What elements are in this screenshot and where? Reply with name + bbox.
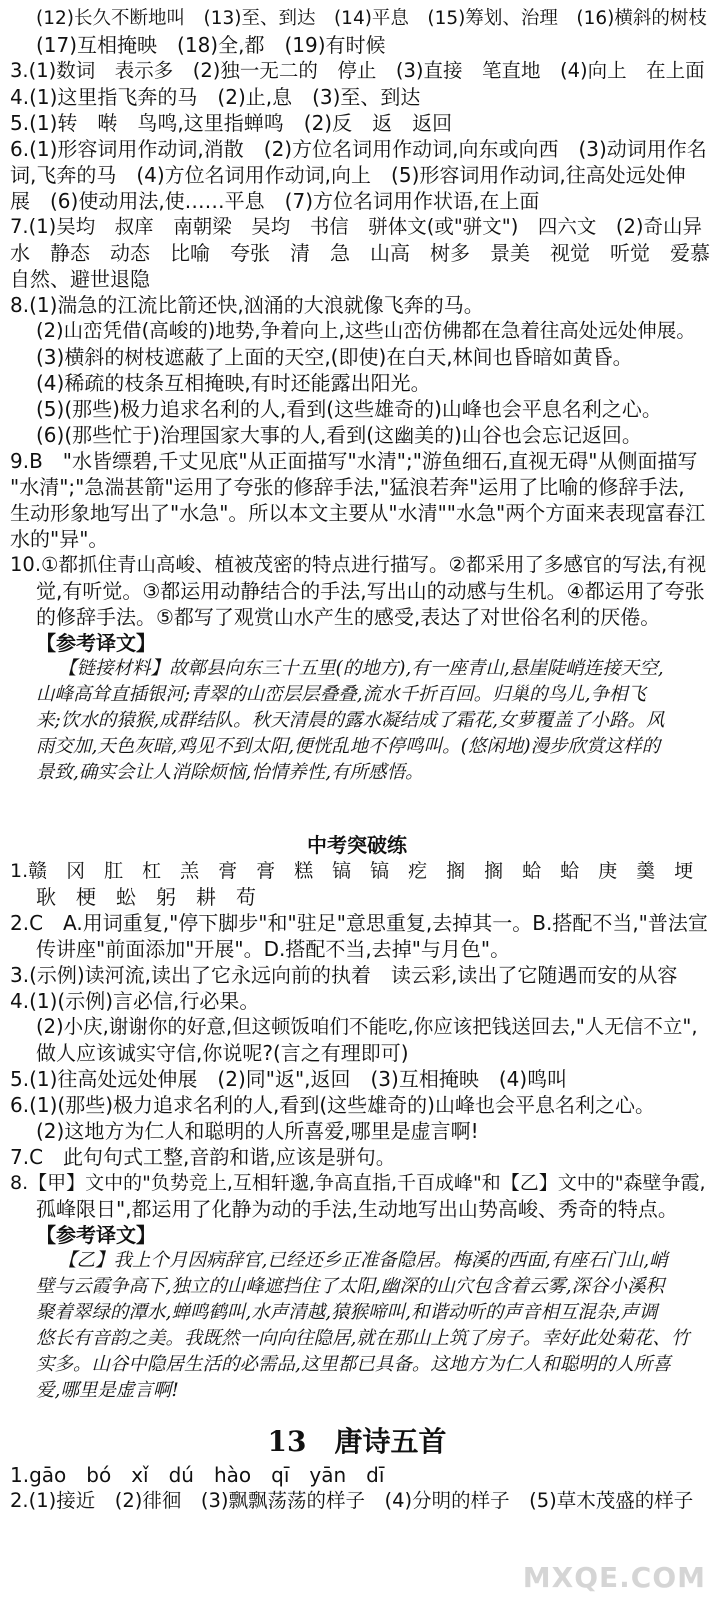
answer-line: 4.(1)(示例)言必信,行必果。	[10, 989, 260, 1013]
section-title-practice: 中考突破练	[307, 833, 407, 857]
watermark: MXQE.COM	[522, 1561, 706, 1594]
section-title-lesson: 13 唐诗五首	[267, 1425, 447, 1458]
answer-line: 10.①都抓住青山高峻、植被茂密的特点进行描写。②都采用了多感官的写法,有视	[10, 553, 707, 576]
answer-line: 展 (6)使动用法,使……平息 (7)方位名词用作状语,在上面	[10, 189, 540, 213]
translation-line: 来;饮水的猿猴,成群结队。秋天清晨的露水凝结成了霜花,女萝覆盖了小路。风	[36, 710, 665, 731]
answer-line: 1.赣 冈 肛 杠 羔 膏 膏 糕 镐 镐 疙 搁 搁 蛤 蛤 庚 羹 埂	[10, 860, 694, 882]
translation-line: 实多。山谷中隐居生活的必需品,这里都已具备。这地方为仁人和聪明的人所喜	[36, 1354, 671, 1375]
answer-line: (5)(那些)极力追求名利的人,看到(这些雄奇的)山峰也会平息名利之心。	[36, 397, 662, 421]
answer-line: (3)横斜的树枝遮蔽了上面的天空,(即使)在白天,林间也昏暗如黄昏。	[36, 345, 633, 369]
answer-line: 3.(示例)读河流,读出了它永远向前的执着 读云彩,读出了它随遇而安的从容	[10, 963, 678, 987]
answer-line: 6.(1)(那些)极力追求名利的人,看到(这些雄奇的)山峰也会平息名利之心。	[10, 1093, 655, 1117]
translation-line: 爱,哪里是虚言啊!	[36, 1380, 179, 1401]
answer-line: 做人应该诚实守信,你说呢?(言之有理即可)	[36, 1041, 409, 1065]
answer-line: 孤峰限日",都运用了化静为动的手法,生动地写出山势高峻、秀奇的特点。	[36, 1197, 678, 1221]
answer-line: 水 静态 动态 比喻 夸张 清 急 山高 树多 景美 视觉 听觉 爱慕	[10, 241, 710, 265]
translation-line: 雨交加,天色灰暗,鸡见不到太阳,便恍乱地不停鸣叫。(悠闲地)漫步欣赏这样的	[36, 736, 661, 757]
translation-line: 山峰高耸直插银河;青翠的山峦层层叠叠,流水千折百回。归巢的鸟儿,争相飞	[36, 684, 646, 705]
answer-line: (2)小庆,谢谢你的好意,但这顿饭咱们不能吃,你应该把钱送回去,"人无信不立",	[36, 1015, 698, 1038]
translation-line: 聚着翠绿的潭水,蝉鸣鹤叫,水声清越,猿猴啼叫,和谐动听的声音相互混杂,声调	[36, 1302, 658, 1323]
answer-line: 耿 梗 蚣 躬 耕 苟	[36, 885, 256, 909]
answer-line: 2.C A.用词重复,"停下脚步"和"驻足"意思重复,去掉其一。B.搭配不当,"普法宣	[10, 911, 708, 935]
subheading-line: 【参考译文】	[36, 1223, 156, 1247]
answer-line: 9.B "水皆缥碧,千丈见底"从正面描写"水清";"游鱼细石,直视无碍"从侧面描写	[10, 449, 698, 473]
translation-line: 【链接材料】故鄣县向东三十五里(的地方),有一座青山,悬崖陡峭连接天空,	[58, 658, 664, 679]
answer-line: 4.(1)这里指飞奔的马 (2)止,息 (3)至、到达	[10, 85, 421, 109]
answer-line: 8.【甲】文中的"负势竞上,互相轩邈,争高直指,千百成峰"和【乙】文中的"森壁争霞,	[10, 1172, 706, 1194]
answer-line: 7.(1)吴均 叔庠 南朝梁 吴均 书信 骈体文(或"骈文") 四六文 (2)奇山异	[10, 215, 703, 238]
translation-line: 壁与云霞争高下,独立的山峰遮挡住了太阳,幽深的山穴包含着云雾,深谷小溪积	[36, 1276, 665, 1297]
answer-line: (6)(那些忙于)治理国家大事的人,看到(这幽美的)山谷也会忘记返回。	[36, 423, 642, 447]
answer-line: 的修辞手法。⑤都写了观赏山水产生的感受,表达了对世俗名利的厌倦。	[36, 605, 661, 629]
answer-line: 1.gāo bó xǐ dú hào qī yān dī	[10, 1463, 385, 1487]
translation-line: 悠长有音韵之美。我既然一向向往隐居,就在那山上筑了房子。幸好此处菊花、竹	[36, 1328, 690, 1349]
answer-line: 自然、避世退隐	[10, 267, 150, 291]
answer-line: 8.(1)湍急的江流比箭还快,汹涌的大浪就像飞奔的马。	[10, 293, 484, 317]
answer-line: 3.(1)数词 表示多 (2)独一无二的 停止 (3)直接 笔直地 (4)向上 在上面	[10, 59, 705, 82]
answer-line: 传讲座"前面添加"开展"。D.搭配不当,去掉"与月色"。	[36, 937, 511, 961]
answer-line: 5.(1)往高处远处伸展 (2)同"返",返回 (3)互相掩映 (4)鸣叫	[10, 1067, 568, 1091]
answer-line: (4)稀疏的枝条互相掩映,有时还能露出阳光。	[36, 371, 431, 395]
answer-line: (2)山峦凭借(高峻的)地势,争着向上,这些山峦仿佛都在急着往高处远处伸展。	[36, 319, 696, 342]
translation-line: 景致,确实会让人消除烦恼,怡情养性,有所感悟。	[36, 762, 424, 783]
answer-line: (17)互相掩映 (18)全,都 (19)有时候	[36, 33, 386, 57]
answer-line: 词,飞奔的马 (4)方位名词用作动词,向上 (5)形容词用作动词,往高处远处伸	[10, 163, 686, 187]
answer-line: "水清";"急湍甚箭"运用了夸张的修辞手法,"猛浪若奔"运用了比喻的修辞手法,	[10, 475, 685, 499]
subheading-line: 【参考译文】	[36, 631, 156, 655]
answer-line: 6.(1)形容词用作动词,消散 (2)方位名词用作动词,向东或向西 (3)动词用作名	[10, 137, 707, 161]
answer-line: 水的"异"。	[10, 527, 109, 551]
translation-line: 【乙】我上个月因病辞官,已经还乡正准备隐居。梅溪的西面,有座石门山,峭	[58, 1250, 668, 1271]
answer-line: 7.C 此句句式工整,音韵和谐,应该是骈句。	[10, 1145, 396, 1169]
answer-line: (12)长久不断地叫 (13)至、到达 (14)平息 (15)筹划、治理 (16)横斜的树枝	[36, 8, 707, 29]
answer-line: (2)这地方为仁人和聪明的人所喜爱,哪里是虚言啊!	[36, 1119, 479, 1143]
answer-line: 生动形象地写出了"水急"。所以本文主要从"水清""水急"两个方面来表现富春江	[10, 501, 706, 525]
answer-line: 5.(1)转 啭 鸟鸣,这里指蝉鸣 (2)反 返 返回	[10, 111, 453, 135]
answer-line: 2.(1)接近 (2)徘徊 (3)飘飘荡荡的样子 (4)分明的样子 (5)草木茂盛的样子	[10, 1489, 694, 1512]
answer-line: 觉,有听觉。③都运用动静结合的手法,写出山的动感与生机。④都运用了夸张	[36, 579, 705, 603]
